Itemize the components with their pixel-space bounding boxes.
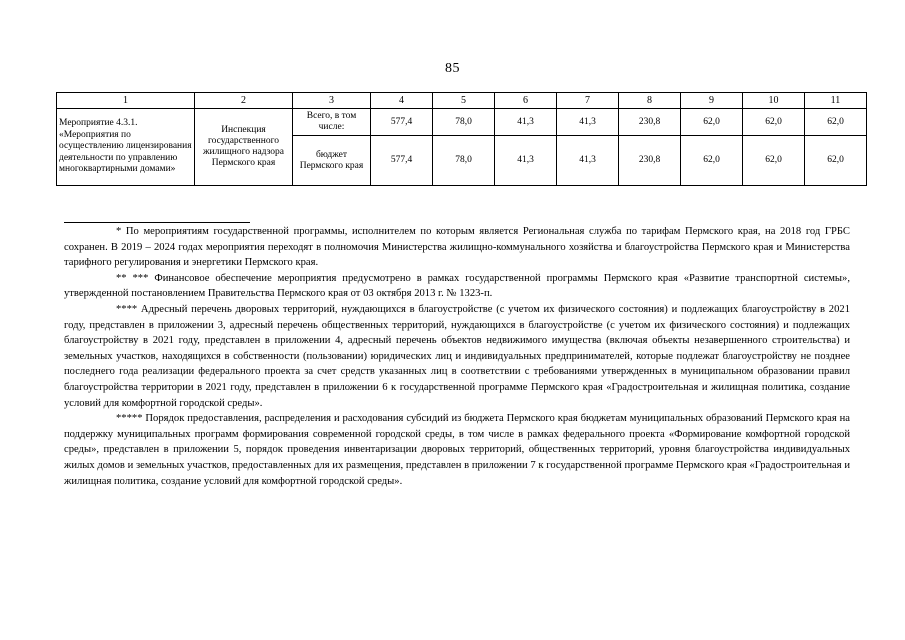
column-header: 7 <box>557 93 619 109</box>
column-header: 9 <box>681 93 743 109</box>
value-cell: 62,0 <box>805 109 867 136</box>
source-cell: Всего, в том числе: <box>293 109 371 136</box>
value-cell: 577,4 <box>371 109 433 136</box>
table-header-row <box>57 93 867 109</box>
value-cell: 62,0 <box>681 109 743 136</box>
value-cell: 62,0 <box>805 136 867 186</box>
column-header: 8 <box>619 93 681 109</box>
column-header: 3 <box>293 93 371 109</box>
value-cell: 41,3 <box>557 109 619 136</box>
page-number: 85 <box>445 61 460 76</box>
table-row-total <box>57 109 867 136</box>
value-cell: 62,0 <box>743 136 805 186</box>
footnotes <box>64 224 850 489</box>
event-name-cell: Мероприятие 4.3.1. «Мероприятия по осуществлению лицензирования деятельности по управлению многоквартирными домами» <box>57 109 195 186</box>
value-cell: 230,8 <box>619 109 681 136</box>
footnote: **** Адресный перечень дворовых территорий, нуждающихся в благоустройстве (с учетом их физического состояния) и подлежащих благоустройству в 2021 году, представлен в приложении 3, адресный перечень общественных территорий, нуждающихся в благоустройстве (с учетом их физического состояния) и подлежащих благоустройству в 2021 году, представлен в приложении 4, адресный перечень объектов недвижимого имущества (включая объекты незавершенного строительства) и земельных участков, находящихся в собственности (пользовании) юридических лиц и индивидуальных предпринимателей, которые подлежат благоустройству не позднее последнего года реализации федерального проекта за счет средств указанных лиц в соответствии с требованиями утвержденных в муниципальном образовании правил благоустройства территории в 2021 году, представлен в приложении 6 к государственной программе Пермского края «Градостроительная и жилищная политика, создание условий для комфортной городской среды». <box>64 303 850 409</box>
executor-cell: Инспекция государственного жилищного надзора Пермского края <box>195 109 293 186</box>
column-header: 11 <box>805 93 867 109</box>
column-header: 1 <box>57 93 195 109</box>
footnote-divider <box>64 222 250 223</box>
value-cell: 230,8 <box>619 136 681 186</box>
value-cell: 41,3 <box>495 109 557 136</box>
value-cell: 62,0 <box>743 109 805 136</box>
column-header: 2 <box>195 93 293 109</box>
value-cell: 78,0 <box>433 136 495 186</box>
column-header: 6 <box>495 93 557 109</box>
footnote: * По мероприятиям государственной программы, исполнителем по которым является Региональная служба по тарифам Пермского края, на 2018 год ГРБС сохранен. В 2019 – 2024 годах мероприятия переходят в полномочия Министерства жилищно-коммунального хозяйства и благоустройства Пермского края и Министерства тарифного регулирования и энергетики Пермского края. <box>64 226 850 269</box>
value-cell: 62,0 <box>681 136 743 186</box>
footnote: ** *** Финансовое обеспечение мероприятия предусмотрено в рамках государственной программы Пермского края «Развитие транспортной системы», утвержденной постановлением Правительства Пермского края от 03 октября 2013 г. № 1323-п. <box>64 272 850 300</box>
footnote: ***** Порядок предоставления, распределения и расходования субсидий из бюджета Пермского края бюджетам муниципальных образований Пермского края на поддержку муниципальных программ формирования современной городской среды, в том числе в рамках федерального проекта «Формирование комфортной городской среды», представлен в приложении 5, порядок проведения инвентаризации дворовых территорий, общественных территорий, уровня благоустройства индивидуальных жилых домов и земельных участков, предоставленных для их размещения, представлен в приложении 7 к государственной программе Пермского края «Градостроительная и жилищная политика, создание условий для комфортной городской среды». <box>64 413 850 487</box>
funding-table <box>56 92 867 186</box>
value-cell: 41,3 <box>495 136 557 186</box>
column-header: 5 <box>433 93 495 109</box>
value-cell: 577,4 <box>371 136 433 186</box>
source-cell: бюджет Пермского края <box>293 136 371 186</box>
value-cell: 41,3 <box>557 136 619 186</box>
column-header: 4 <box>371 93 433 109</box>
column-header: 10 <box>743 93 805 109</box>
value-cell: 78,0 <box>433 109 495 136</box>
